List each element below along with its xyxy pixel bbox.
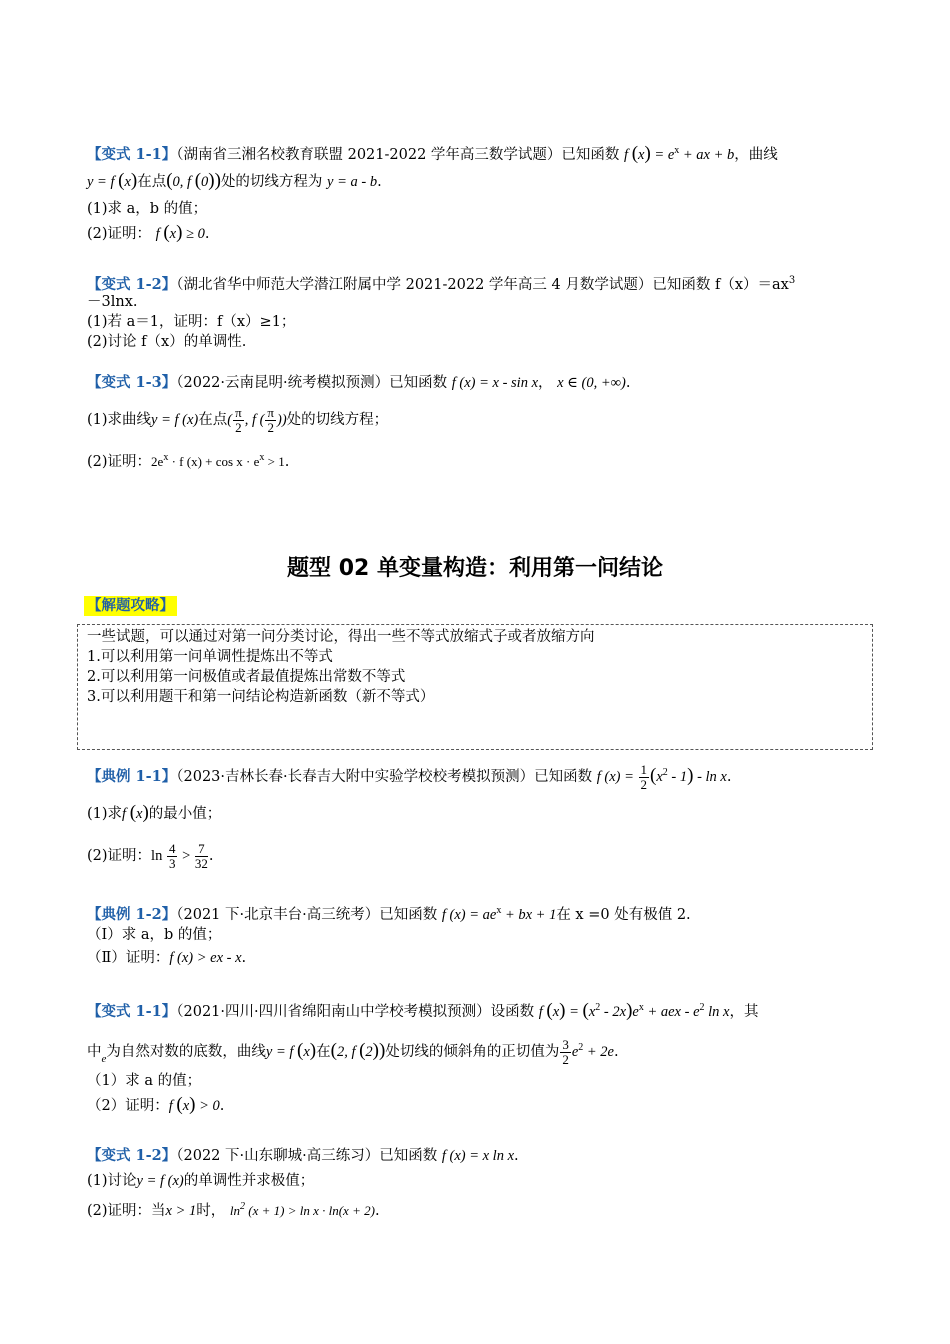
formula: y = f (x) [87,170,138,191]
variant-text: 中 [87,1044,102,1060]
question-1: （1）求 a 的值； [87,1073,202,1089]
formula: (0, f (0)) [166,170,221,191]
question-2: (2)证明：$2e^x \cdot f$ $(x) + \cos x \cdot e^x > 1$. [87,452,290,470]
question-text: (2)证明：当 [87,1203,166,1219]
exercise-tag: 【变式 1-3】 [87,374,177,391]
formula: f (x) > ex - x [169,950,242,966]
formula: y = f (x) [265,1040,317,1061]
question-text: 的最小值； [148,806,222,822]
example-tag: 【典例 1-1】 [87,768,177,785]
exercise-tag: 【变式 1-2】 [87,276,177,293]
formula: f $(x) = (x^2 - 2x)e^x$ + aex - $e^2$ ln x [538,1000,730,1021]
question-1: (1)若 a＝1，证明：f（x）≥1； [87,314,296,330]
question-text: (1)求曲线 [87,411,152,428]
formula: y = a - b [327,174,378,190]
variant-text: 已知函数 [379,1148,438,1164]
example-tag: 【典例 1-2】 [87,906,177,923]
variant-text: 设函数 [490,1004,535,1020]
formula: y = f (x) [136,1173,184,1189]
question-text: 在点 [198,411,228,428]
variant-source: （2022 下·山东聊城·高三练习） [176,1148,380,1164]
formula: f (x) = $\frac{1}{2}$ $(x^2 - 1)$ - ln x [596,762,727,793]
exercise-1-2-line2: －3lnx. [87,294,138,310]
question-2: （2）证明：f (x) > 0. [87,1094,225,1115]
formula: e [101,1053,107,1065]
question-2: （Ⅱ）证明：f (x) > ex - x. [87,950,247,966]
variant-tag: 【变式 1-1】 [87,1003,177,1020]
exercise-tag: 【变式 1-1】 [87,146,177,163]
strategy-label: 【解题攻略】 [84,596,177,616]
section-title: 题型 02 单变量构造：利用第一问结论 [287,556,663,581]
exercise-source: （湖北省华中师范大学潜江附属中学 2021-2022 学年高三 4 月数学试题） [176,277,653,293]
exercise-1-2-line1: 【变式 1-2】（湖北省华中师范大学潜江附属中学 2021-2022 学年高三 4 月数学试题）已知函数 $f(x)=ax^3$ [87,275,796,293]
formula: $\frac{3}{2}$ $e^2 + 2e$ [562,1037,614,1068]
example-1-1-line1: 【典例 1-1】（2023·吉林长春·长春吉大附中实验学校校考模拟预测）已知函数 f (x) = $\frac{1}{2}$ $(x^2 - 1)$ - ln x. [87,762,732,793]
question-text: 时， [196,1203,226,1219]
variant-1-1-line2: 中$_e$为自然对数的底数，曲线y = f (x)在(2, f (2))处切线的倾斜角的正切值为 $\frac{3}{2}$ $e^2 + 2e$. [87,1037,619,1068]
formula: y = f (x) [151,411,199,428]
variant-tag: 【变式 1-2】 [87,1147,177,1164]
exercise-source: （2022·云南昆明·统考模拟预测） [176,375,390,391]
question-1 [87,802,221,825]
variant-1-1-line1 [87,997,758,1023]
variant-source: （2021·四川·四川省绵阳南山中学校考模拟预测） [176,1004,491,1020]
example-1-2-line1 [87,900,691,926]
question-text: (2)证明： [87,454,152,470]
question-1: （Ⅰ）求 a，b 的值； [87,927,222,943]
formula: x > 1 [165,1203,197,1219]
exercise-text: 已知函数 [389,375,448,391]
formula: f $(x) = e^x$ + ax + b [624,143,735,164]
example-source: （2023·吉林长春·长春吉大附中实验学校校考模拟预测） [176,769,535,785]
question-text: (1)求 [87,806,123,822]
formula: f (x) ≥ 0 [155,222,205,243]
question-text: 的单调性并求极值； [183,1173,315,1189]
question-text: （2）证明： [87,1098,169,1114]
formula: f (x) > 0 [168,1094,220,1115]
question-1 [87,1170,314,1192]
exercise-text: ，曲线 [734,147,778,163]
exercise-text: 已知函数 [561,147,620,163]
question-2: (2)证明： f (x) ≥ 0. [87,222,210,243]
strategy-line: 3.可以利用题干和第一问结论构造新函数（新不等式） [87,689,435,705]
exercise-text: 在点 [137,174,167,190]
question-text: (1)讨论 [87,1173,137,1189]
formula: ( $\frac{\pi}{2}$ , f ( $\frac{\pi}{2}$ )) [227,405,287,435]
example-text: 已知函数 [534,769,593,785]
exercise-source: （湖南省三湘名校教育联盟 2021-2022 学年高三数学试题） [176,147,562,163]
exercise-1-1-line2: y = f (x)在点(0, f (0))处的切线方程为 y = a - b. [87,170,382,191]
exercise-text: 已知函数 f（x）＝ax [652,277,789,293]
question-text: （Ⅱ）证明： [87,950,170,966]
formula: (2, f (2)) [330,1040,386,1061]
variant-1-2-line1: 【变式 1-2】（2022 下·山东聊城·高三练习）已知函数 f (x) = x ln x. [87,1147,519,1164]
example-text: 已知函数 [379,907,438,923]
exercise-1-1-line1 [87,140,778,166]
formula: $\ln^2 (x + 1) > \ln x \cdot \ln(x + 2)$ [229,1201,375,1218]
question-2: (2)讨论 f（x）的单调性. [87,334,247,350]
formula: $2e^x \cdot f$ $(x) + \cos x \cdot e^x > 1$ [151,452,285,469]
question-text: 处的切线方程； [286,411,389,428]
variant-text: 为自然对数的底数，曲线 [106,1044,266,1060]
example-source: （2021 下·北京丰台·高三统考） [176,907,380,923]
exercise-text: 处的切线方程为 [220,174,323,190]
formula: f (x) = x - sin x [451,375,539,391]
formula: x ∈ (0, +∞) [557,375,626,391]
strategy-line: 1.可以利用第一问单调性提炼出不等式 [87,649,333,665]
strategy-line: 2.可以利用第一问极值或者最值提炼出常数不等式 [87,669,406,685]
formula: f (x) = x ln x [441,1148,515,1164]
formula: ln $\frac{4}{3}$ > $\frac{7}{32}$ [151,841,208,871]
strategy-line: 一些试题，可以通过对第一问分类讨论，得出一些不等式放缩式子或者放缩方向 [87,629,595,645]
exercise-1-3-line1: 【变式 1-3】（2022·云南昆明·统考模拟预测）已知函数 f (x) = x - sin x， x ∈ (0, +∞). [87,374,631,391]
variant-text: 处切线的倾斜角的正切值为 [385,1044,560,1060]
question-text: (2)证明： [87,226,152,242]
formula: f $(x) = ae^x$ + bx + 1 [441,905,557,923]
example-text: 在 x =0 处有极值 2. [556,907,691,923]
question-1 [87,406,388,435]
strategy-box [77,624,873,750]
question-1: (1)求 a，b 的值； [87,201,208,217]
question-2: (2)证明：ln $\frac{4}{3}$ > $\frac{7}{32}$ . [87,841,214,871]
variant-text: 在 [316,1044,331,1060]
question-text: (2)证明： [87,847,152,864]
formula: f (x) [122,802,149,823]
variant-text: ，其 [729,1004,759,1020]
question-2: (2)证明：当x > 1时， $\ln^2 (x + 1) > \ln x \cdot \ln(x + 2)$. [87,1201,380,1219]
